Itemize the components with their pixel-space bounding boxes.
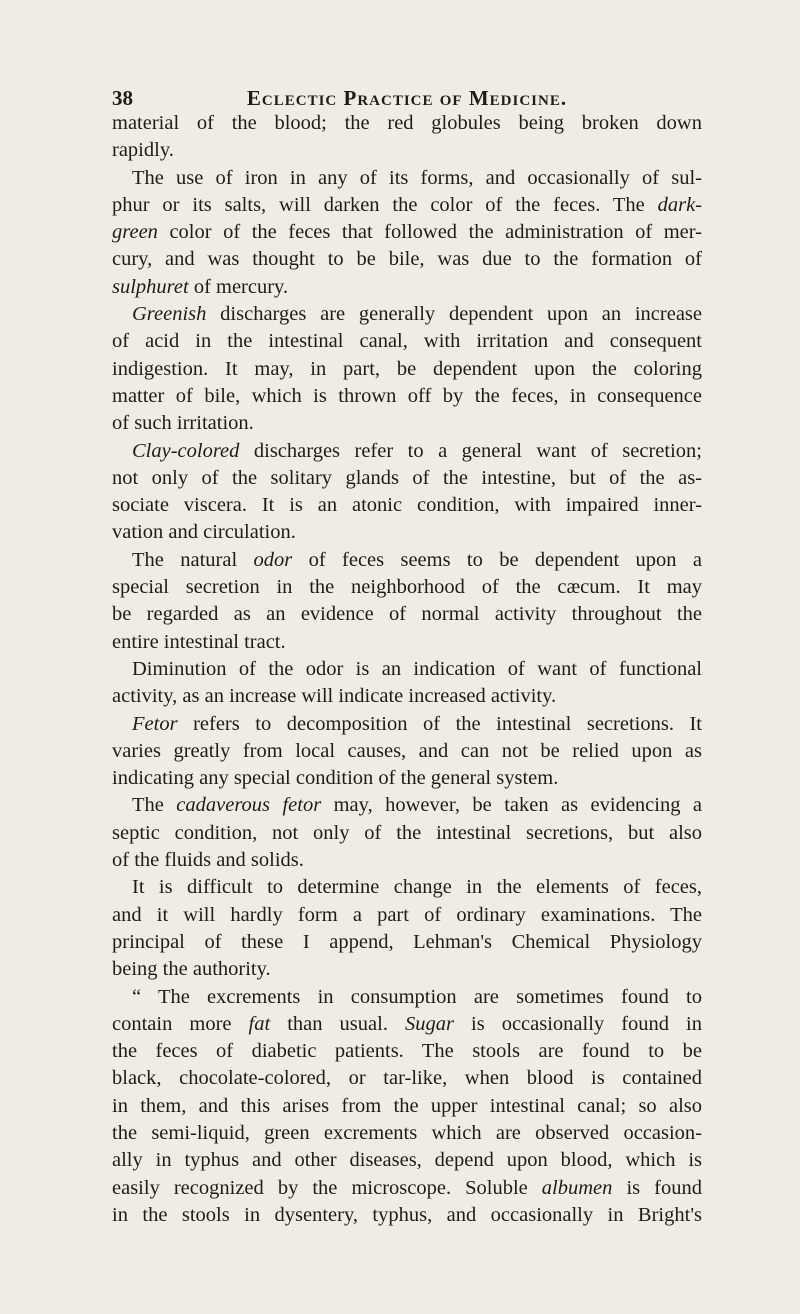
text-line: sociate viscera. It is an atonic condition, with impaired inner-: [112, 494, 702, 517]
text-line: phur or its salts, will darken the color of the feces. The dark-: [112, 193, 702, 216]
text-line: be regarded as an evidence of normal activity throughout the: [112, 603, 702, 626]
text-line: Diminution of the odor is an indication of want of functional: [132, 657, 702, 680]
text-line: cury, and was thought to be bile, was due to the formation of: [112, 248, 702, 271]
text-line: principal of these I append, Lehman's Chemical Physiology: [112, 930, 702, 953]
text-line: matter of bile, which is thrown off by the feces, in consequence: [112, 384, 702, 407]
text-line: green color of the feces that followed the administration of mer-: [112, 221, 702, 244]
text-line: The cadaverous fetor may, however, be taken as evidencing a: [132, 794, 702, 817]
text-line: of such irritation.: [112, 412, 254, 435]
text-line: “ The excrements in consumption are sometimes found to: [132, 985, 702, 1008]
body-text: [112, 110, 702, 1229]
text-line: in the stools in dysentery, typhus, and occasionally in Bright's: [112, 1203, 702, 1226]
text-line: entire intestinal tract.: [112, 630, 286, 653]
text-line: material of the blood; the red globules being broken down: [112, 112, 702, 134]
text-line: special secretion in the neighborhood of the cæcum. It may: [112, 576, 702, 599]
text-line: sulphuret of mercury.: [112, 275, 289, 298]
text-line: of acid in the intestinal canal, with irritation and consequent: [112, 330, 702, 353]
text-line: It is difficult to determine change in the elements of feces,: [132, 876, 702, 899]
text-line: vation and circulation.: [112, 521, 296, 544]
text-line: septic condition, not only of the intestinal secretions, but also: [112, 821, 702, 844]
text-line: Clay-colored discharges refer to a general want of secretion;: [132, 439, 702, 462]
text-line: ally in typhus and other diseases, depend upon blood, which is: [112, 1149, 702, 1172]
text-line: the feces of diabetic patients. The stools are found to be: [112, 1040, 702, 1063]
text-line: The natural odor of feces seems to be dependent upon a: [132, 548, 702, 571]
text-line: Fetor refers to decomposition of the intestinal secretions. It: [132, 712, 702, 735]
text-line: being the authority.: [112, 958, 271, 981]
text-line: varies greatly from local causes, and can not be relied upon as: [112, 739, 702, 762]
text-line: indicating any special condition of the general system.: [112, 767, 559, 790]
text-line: of the fluids and solids.: [112, 849, 304, 872]
text-line: rapidly.: [112, 139, 174, 162]
text-line: in them, and this arises from the upper intestinal canal; so also: [112, 1094, 702, 1117]
text-line: contain more fat than usual. Sugar is occasionally found in: [112, 1012, 702, 1035]
text-line: the semi-liquid, green excrements which are observed occasion-: [112, 1121, 702, 1144]
text-line: black, chocolate-colored, or tar-like, when blood is contained: [112, 1067, 702, 1090]
text-line: and it will hardly form a part of ordinary examinations. The: [112, 903, 702, 926]
text-line: Greenish discharges are generally dependent upon an increase: [132, 303, 702, 326]
running-title: Eclectic Practice of Medicine.: [246, 86, 568, 110]
text-line: not only of the solitary glands of the intestine, but of the as-: [112, 466, 702, 489]
text-line: indigestion. It may, in part, be dependent upon the coloring: [112, 357, 702, 380]
text-line: easily recognized by the microscope. Soluble albumen is found: [112, 1176, 702, 1199]
text-line: The use of iron in any of its forms, and occasionally of sul-: [132, 166, 702, 189]
text-line: activity, as an increase will indicate increased activity.: [112, 685, 557, 708]
page-number: 38: [112, 86, 133, 110]
